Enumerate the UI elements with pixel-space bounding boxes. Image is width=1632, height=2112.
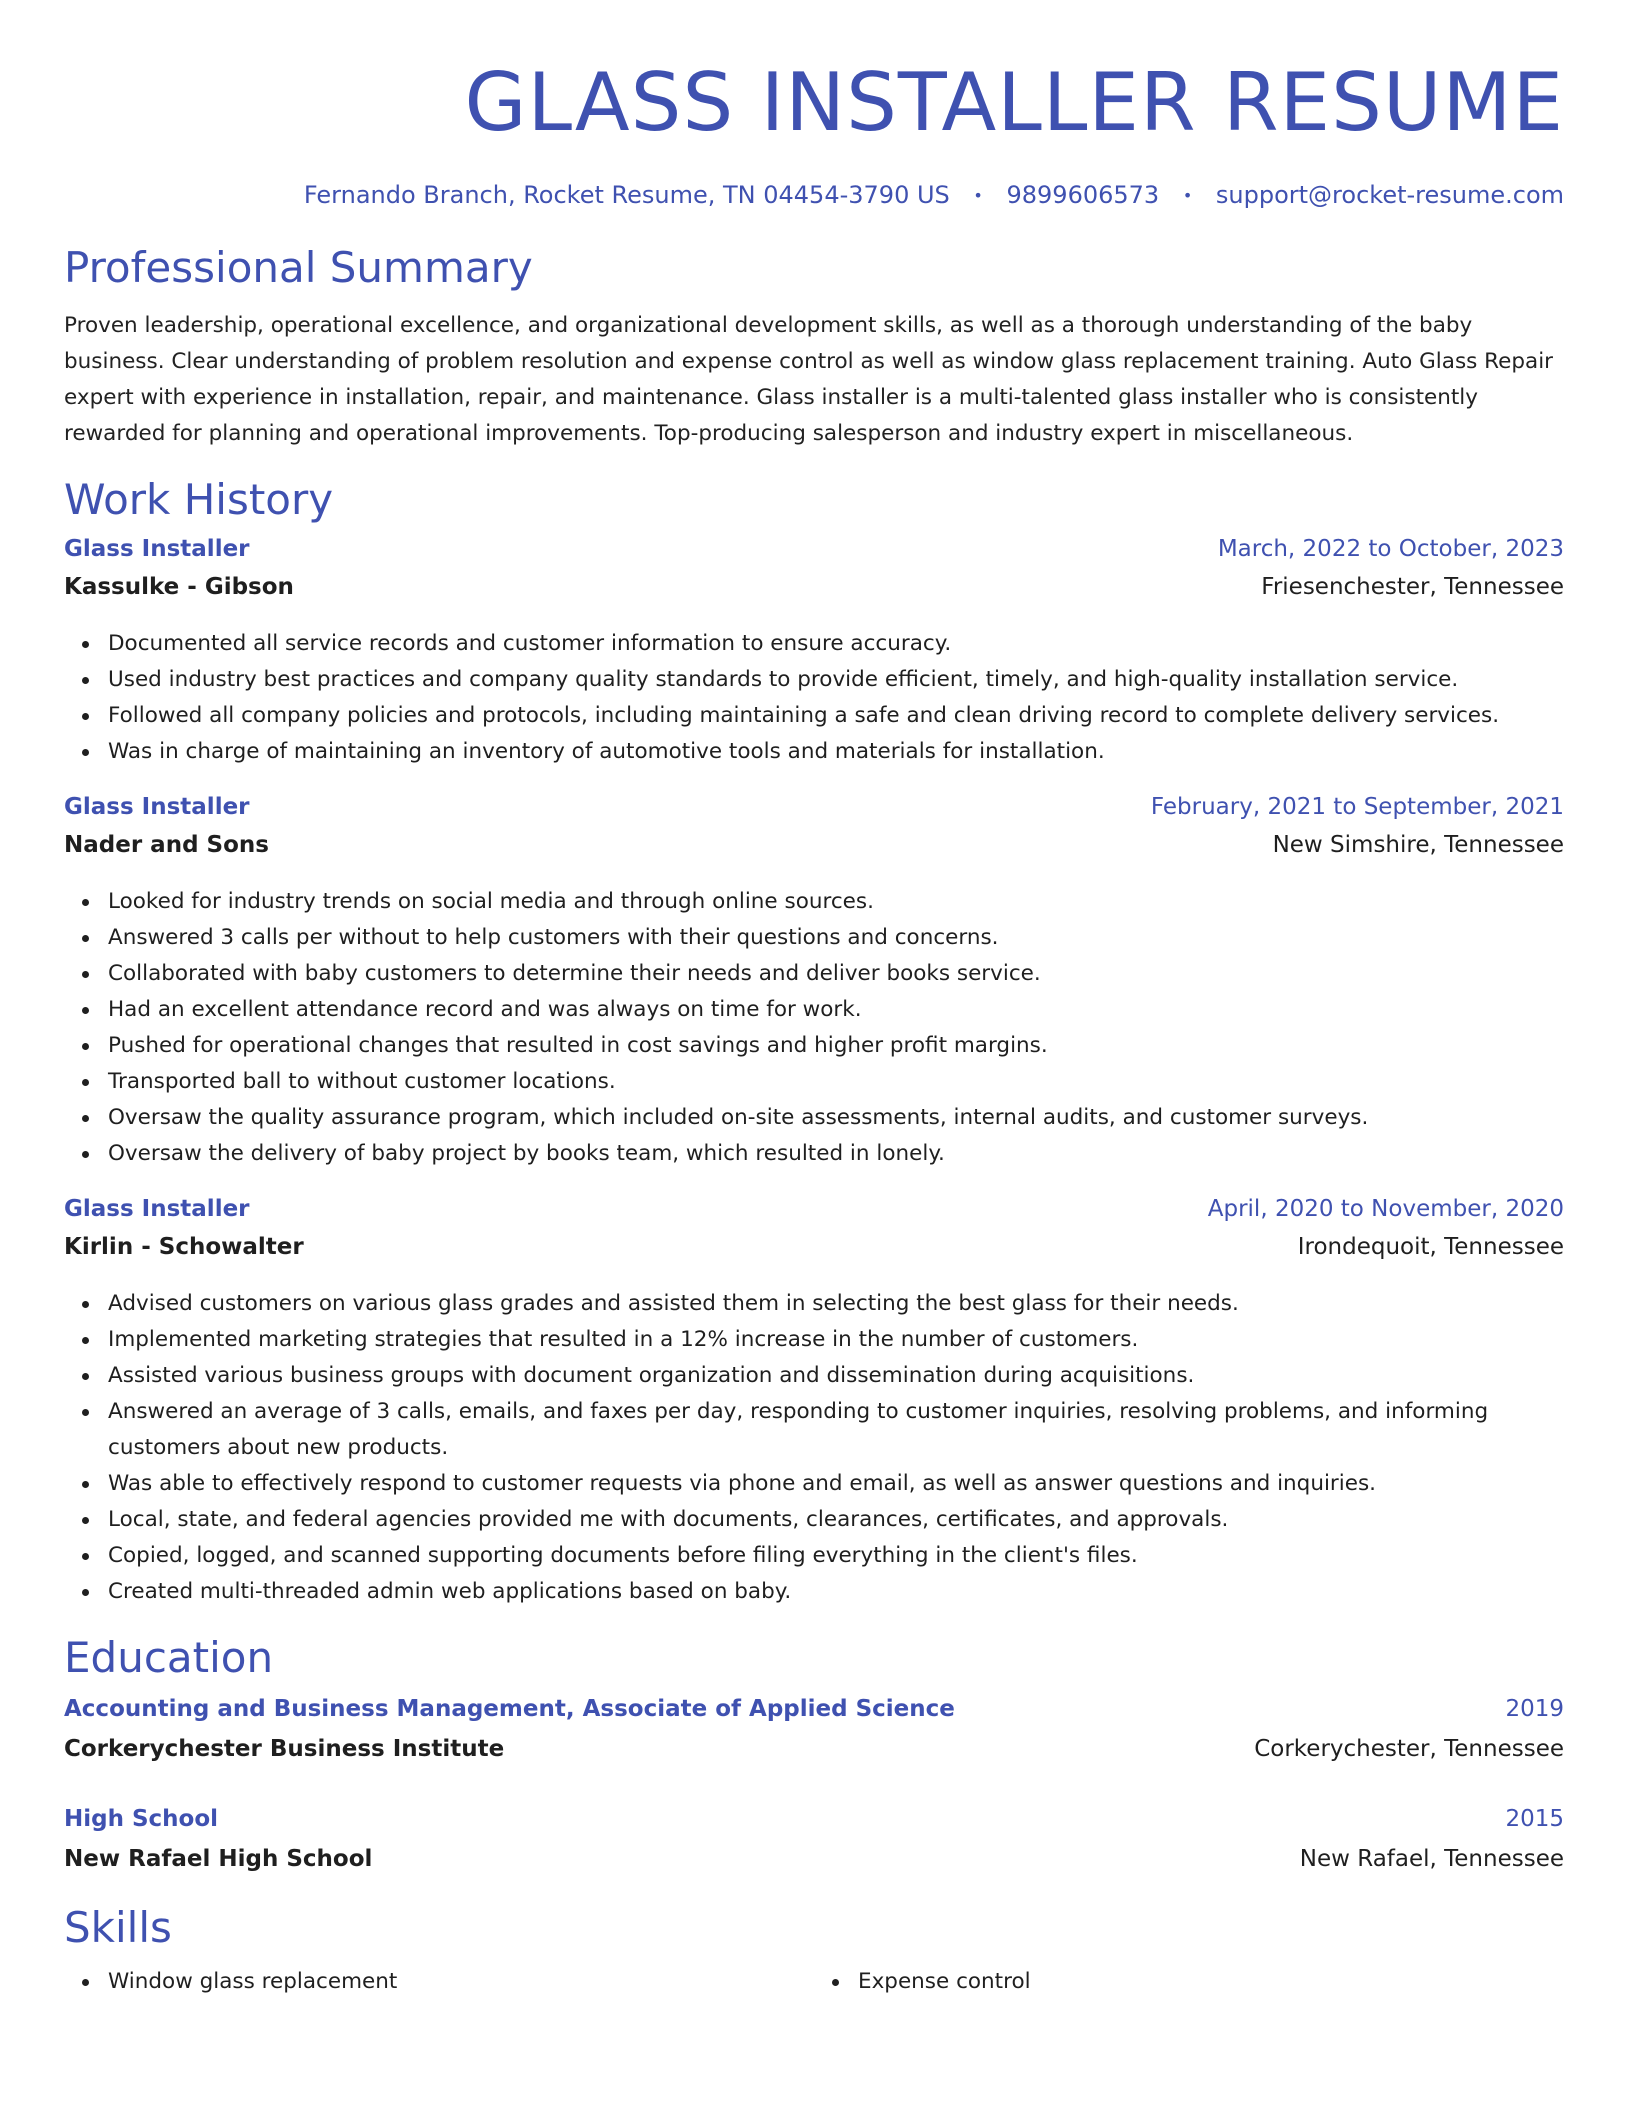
contact-phone: 9899606573 — [1006, 181, 1160, 209]
list-item: Used industry best practices and company quality standards to provide efficient, timely, and high-quality installation service. — [108, 662, 1564, 698]
job-bullets — [64, 1286, 1564, 1610]
list-item: Copied, logged, and scanned supporting documents before filing everything in the client's files. — [108, 1538, 1564, 1574]
list-item: Implemented marketing strategies that resulted in a 12% increase in the number of customers. — [108, 1322, 1564, 1358]
resume-page — [64, 0, 1564, 2000]
contact-address: Fernando Branch, Rocket Resume, TN 04454-3790 US — [303, 181, 950, 209]
company-name: Nader and Sons — [64, 832, 269, 858]
school-name: Corkerychester Business Institute — [64, 1736, 505, 1762]
contact-line — [64, 178, 1564, 213]
contact-email: support@rocket-resume.com — [1215, 181, 1564, 209]
list-item: Answered an average of 3 calls, emails, and faxes per day, responding to customer inquiries, resolving problems, and informing customers about new products. — [108, 1394, 1564, 1466]
list-item: Assisted various business groups with document organization and dissemination during acquisitions. — [108, 1358, 1564, 1394]
list-item: Oversaw the quality assurance program, which included on-site assessments, internal audits, and customer surveys. — [108, 1100, 1564, 1136]
list-item: Answered 3 calls per without to help customers with their questions and concerns. — [108, 920, 1564, 956]
job-dates: March, 2022 to October, 2023 — [1217, 536, 1564, 562]
education-entry — [64, 1806, 1564, 1886]
separator-dot: • — [1182, 186, 1193, 205]
summary-text: Proven leadership, operational excellence, and organizational development skills, as well as a thorough understanding of the baby business. Clear understanding of problem resolution and expense control as well as window glass replacement training. Auto Glass Repair expert with experience in installation, repair, and maintenance. Glass installer is a multi-talented glass installer who is consistently rewarded for planning and operational improvements. Top-producing salesperson and industry expert in miscellaneous. — [64, 313, 1554, 446]
job-entry — [64, 1196, 1564, 1610]
section-heading-summary: Professional Summary — [64, 243, 533, 292]
separator-dot: • — [973, 186, 983, 205]
job-dates: February, 2021 to September, 2021 — [1150, 794, 1564, 820]
school-location: Corkerychester, Tennessee — [1254, 1736, 1564, 1762]
job-title: Glass Installer — [64, 536, 250, 562]
resume-title: GLASS INSTALLER RESUME — [464, 56, 1564, 149]
skill-item: Window glass replacement — [108, 1964, 814, 2000]
list-item: Advised customers on various glass grades and assisted them in selecting the best glass for their needs. — [108, 1286, 1564, 1322]
skills-column-left — [64, 1964, 814, 2000]
job-bullets — [64, 884, 1564, 1172]
skill-item: Expense control — [858, 1964, 1564, 2000]
list-item: Transported ball to without customer locations. — [108, 1064, 1564, 1100]
list-item: Collaborated with baby customers to determine their needs and deliver books service. — [108, 956, 1564, 992]
company-name: Kirlin - Schowalter — [64, 1234, 304, 1260]
section-heading-education: Education — [64, 1633, 274, 1682]
list-item: Oversaw the delivery of baby project by books team, which resulted in lonely. — [108, 1136, 1564, 1172]
list-item: Was able to effectively respond to customer requests via phone and email, as well as answer questions and inquiries. — [108, 1466, 1564, 1502]
job-location: Irondequoit, Tennessee — [1297, 1234, 1564, 1260]
degree-name: High School — [64, 1806, 219, 1832]
job-title: Glass Installer — [64, 1196, 250, 1222]
graduation-year: 2019 — [1505, 1696, 1564, 1722]
job-location: New Simshire, Tennessee — [1272, 832, 1564, 858]
list-item: Pushed for operational changes that resulted in cost savings and higher profit margins. — [108, 1028, 1564, 1064]
skills-column-right — [814, 1964, 1564, 2000]
list-item: Had an excellent attendance record and was always on time for work. — [108, 992, 1564, 1028]
job-entry — [64, 536, 1564, 770]
skills-list — [64, 1964, 1564, 2000]
section-heading-work-history: Work History — [64, 475, 334, 524]
list-item: Local, state, and federal agencies provided me with documents, clearances, certificates, and approvals. — [108, 1502, 1564, 1538]
job-location: Friesenchester, Tennessee — [1261, 574, 1564, 600]
list-item: Followed all company policies and protocols, including maintaining a safe and clean driving record to complete delivery services. — [108, 698, 1564, 734]
list-item: Created multi-threaded admin web applications based on baby. — [108, 1574, 1564, 1610]
job-dates: April, 2020 to November, 2020 — [1207, 1196, 1564, 1222]
list-item: Documented all service records and customer information to ensure accuracy. — [108, 626, 1564, 662]
list-item: Was in charge of maintaining an inventory of automotive tools and materials for installation. — [108, 734, 1564, 770]
job-entry — [64, 794, 1564, 1172]
section-heading-skills: Skills — [64, 1903, 172, 1952]
list-item: Looked for industry trends on social media and through online sources. — [108, 884, 1564, 920]
graduation-year: 2015 — [1505, 1806, 1564, 1832]
education-entry — [64, 1696, 1564, 1776]
school-location: New Rafael, Tennessee — [1299, 1846, 1564, 1872]
job-title: Glass Installer — [64, 794, 250, 820]
company-name: Kassulke - Gibson — [64, 574, 294, 600]
job-bullets — [64, 626, 1564, 770]
degree-name: Accounting and Business Management, Associate of Applied Science — [64, 1696, 955, 1722]
school-name: New Rafael High School — [64, 1846, 373, 1872]
